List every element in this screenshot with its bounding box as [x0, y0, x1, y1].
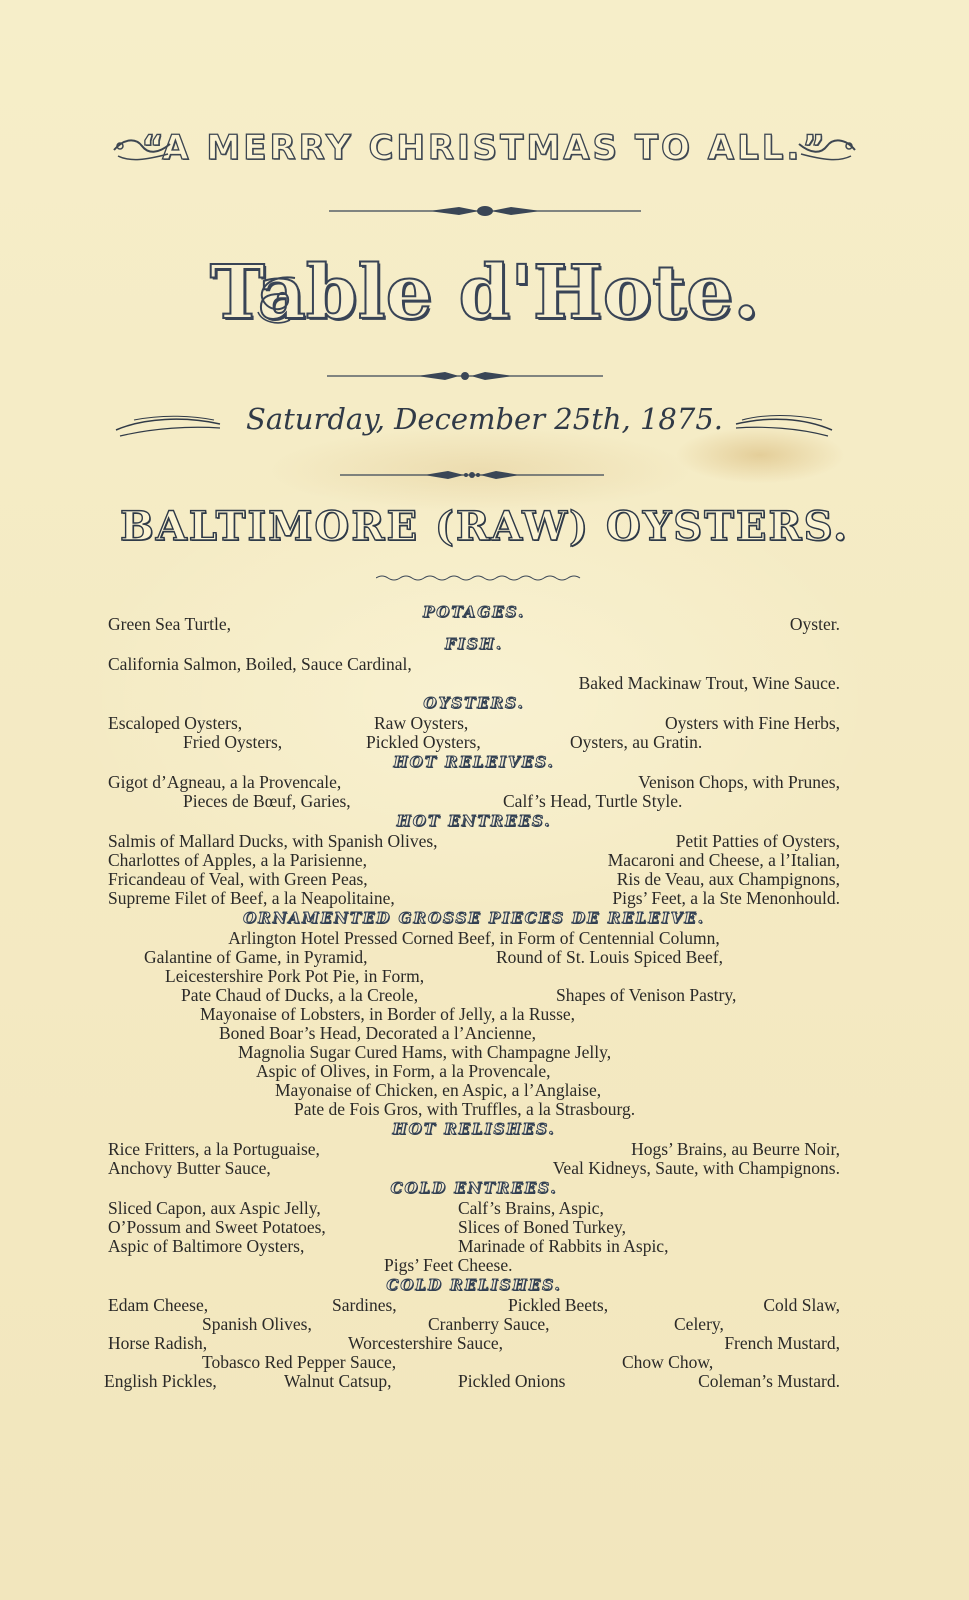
- menu-item: Sliced Capon, aux Aspic Jelly,: [108, 1198, 321, 1218]
- menu-item: Charlottes of Apples, a la Parisienne,: [108, 850, 368, 870]
- menu-item: Boned Boar’s Head, Decorated a l’Ancienne,: [219, 1023, 536, 1043]
- menu-item: Petit Patties of Oysters,: [675, 831, 840, 851]
- menu-row: [108, 1005, 840, 1024]
- menu-body: [104, 602, 840, 1391]
- menu-row: [108, 1043, 840, 1062]
- menu-item: Calf’s Head, Turtle Style.: [503, 791, 683, 811]
- wavy-rule: [376, 574, 584, 582]
- menu-item: Salmis of Mallard Ducks, with Spanish Olives,: [108, 831, 438, 851]
- menu-item: Mayonaise of Lobsters, in Border of Jelly, a la Russe,: [200, 1004, 576, 1024]
- menu-row: [108, 615, 840, 634]
- category-heading: HOT ENTREES.: [396, 812, 552, 830]
- divider-rule: [329, 204, 641, 218]
- menu-item: Aspic of Baltimore Oysters,: [108, 1236, 305, 1256]
- page-title: Table d'Hote.: [209, 250, 760, 336]
- menu-item: Ris de Veau, aux Champignons,: [616, 869, 840, 889]
- menu-item: Venison Chops, with Prunes,: [638, 772, 840, 792]
- menu-row: [108, 674, 840, 693]
- menu-row: [108, 889, 840, 908]
- menu-row: [108, 655, 840, 674]
- menu-row: [108, 792, 840, 811]
- menu-row: [108, 1315, 840, 1334]
- menu-item: Slices of Boned Turkey,: [458, 1217, 627, 1237]
- menu-item: French Mustard,: [724, 1333, 840, 1353]
- menu-item: Hogs’ Brains, au Beurre Noir,: [631, 1139, 840, 1159]
- menu-item: Edam Cheese,: [108, 1295, 209, 1315]
- menu-item: Worcestershire Sauce,: [348, 1333, 504, 1353]
- menu-item: Marinade of Rabbits in Aspic,: [458, 1236, 669, 1256]
- menu-item: Calf’s Brains, Aspic,: [458, 1198, 604, 1218]
- menu-item: Raw Oysters,: [374, 713, 469, 733]
- menu-row: [104, 1371, 840, 1391]
- menu-row: [108, 1199, 840, 1218]
- menu-row: [108, 967, 840, 986]
- menu-item: Leicestershire Pork Pot Pie, in Form,: [165, 966, 425, 986]
- menu-row: [108, 1159, 840, 1178]
- greeting-heading: “A MERRY CHRISTMAS TO ALL.”: [141, 128, 828, 168]
- menu-item: Shapes of Venison Pastry,: [556, 985, 737, 1005]
- menu-item: Arlington Hotel Pressed Corned Beef, in Form of Centennial Column,: [228, 928, 720, 948]
- category-heading: HOT RELISHES.: [392, 1120, 556, 1138]
- menu-row: [108, 1334, 840, 1353]
- menu-item: Oysters, au Gratin.: [570, 732, 703, 752]
- menu-row: [108, 986, 840, 1005]
- menu-item: Pickled Onions: [458, 1371, 566, 1391]
- menu-item: Baked Mackinaw Trout, Wine Sauce.: [578, 673, 840, 693]
- menu-row: [108, 870, 840, 889]
- menu-item: Tobasco Red Pepper Sauce,: [202, 1352, 397, 1372]
- menu-row: [108, 1100, 840, 1119]
- right-swash-icon: [734, 410, 834, 440]
- menu-row: [108, 733, 840, 752]
- menu-item: Horse Radish,: [108, 1333, 208, 1353]
- menu-item: Rice Fritters, a la Portuguaise,: [108, 1139, 320, 1159]
- divider-rule: [327, 369, 603, 383]
- menu-item: Galantine of Game, in Pyramid,: [144, 947, 368, 967]
- right-flourish-icon: [797, 132, 857, 168]
- menu-row: [108, 1353, 840, 1372]
- left-flourish-icon: [112, 132, 172, 168]
- menu-row: [108, 851, 840, 870]
- menu-item: Celery,: [674, 1314, 724, 1334]
- menu-item: English Pickles,: [104, 1371, 217, 1391]
- menu-item: Supreme Filet of Beef, a la Neapolitaine,: [108, 888, 395, 908]
- menu-row: [108, 1237, 840, 1256]
- menu-item: Pieces de Bœuf, Garies,: [183, 791, 351, 811]
- menu-item: Pate Chaud of Ducks, a la Creole,: [181, 985, 419, 1005]
- category-heading: ORNAMENTED GROSSE PIECES DE RELEIVE.: [243, 909, 705, 927]
- menu-row: [108, 1256, 840, 1275]
- menu-item: Pate de Fois Gros, with Truffles, a la Strasbourg.: [294, 1099, 636, 1119]
- menu-item: California Salmon, Boiled, Sauce Cardinal,: [108, 654, 412, 674]
- menu-item: Magnolia Sugar Cured Hams, with Champagne Jelly,: [238, 1042, 612, 1062]
- menu-row: [108, 714, 840, 733]
- category-heading: OYSTERS.: [423, 694, 525, 712]
- menu-row: [108, 948, 840, 967]
- menu-item: Pigs’ Feet, a la Ste Menonhould.: [612, 888, 840, 908]
- menu-row: [108, 1062, 840, 1081]
- menu-row: [108, 773, 840, 792]
- menu-item: Macaroni and Cheese, a l’Italian,: [607, 850, 840, 870]
- menu-item: Coleman’s Mustard.: [698, 1371, 840, 1391]
- menu-item: Fricandeau of Veal, with Green Peas,: [108, 869, 368, 889]
- divider-rule: [340, 468, 604, 482]
- menu-item: Chow Chow,: [622, 1352, 714, 1372]
- menu-item: Green Sea Turtle,: [108, 614, 231, 634]
- category-heading: COLD ENTREES.: [390, 1179, 558, 1197]
- category-heading: POTAGES.: [422, 603, 526, 621]
- menu-item: Sardines,: [332, 1295, 397, 1315]
- menu-row: [108, 832, 840, 851]
- ornament-scroll-icon: [250, 270, 300, 330]
- menu-item: Round of St. Louis Spiced Beef,: [496, 947, 723, 967]
- menu-row: [108, 1140, 840, 1159]
- menu-item: Veal Kidneys, Saute, with Champignons.: [552, 1158, 840, 1178]
- menu-item: Oysters with Fine Herbs,: [665, 713, 840, 733]
- menu-row: [108, 1024, 840, 1043]
- menu-row: [108, 1081, 840, 1100]
- menu-item: Aspic of Olives, in Form, a la Provencale,: [256, 1061, 551, 1081]
- menu-item: Oyster.: [789, 614, 840, 634]
- category-heading: FISH.: [445, 635, 503, 653]
- menu-item: Anchovy Butter Sauce,: [108, 1158, 271, 1178]
- menu-item: Spanish Olives,: [202, 1314, 312, 1334]
- menu-item: Cranberry Sauce,: [428, 1314, 550, 1334]
- category-heading: COLD RELISHES.: [386, 1276, 562, 1294]
- menu-row: [108, 1218, 840, 1237]
- menu-date: Saturday, December 25th, 1875.: [246, 402, 723, 436]
- menu-item: Fried Oysters,: [183, 732, 283, 752]
- menu-item: Pigs’ Feet Cheese.: [384, 1255, 513, 1275]
- category-heading: HOT RELEIVES.: [393, 753, 555, 771]
- menu-item: Mayonaise of Chicken, en Aspic, a l’Anglaise,: [275, 1080, 602, 1100]
- menu-item: Pickled Beets,: [508, 1295, 609, 1315]
- menu-item: Gigot d’Agneau, a la Provencale,: [108, 772, 342, 792]
- oysters-heading: BALTIMORE (RAW) OYSTERS.: [119, 503, 850, 550]
- menu-row: [108, 1296, 840, 1315]
- menu-item: Pickled Oysters,: [366, 732, 481, 752]
- menu-item: Walnut Catsup,: [284, 1371, 392, 1391]
- menu-item: Escaloped Oysters,: [108, 713, 243, 733]
- menu-item: O’Possum and Sweet Potatoes,: [108, 1217, 326, 1237]
- menu-item: Cold Slaw,: [763, 1295, 840, 1315]
